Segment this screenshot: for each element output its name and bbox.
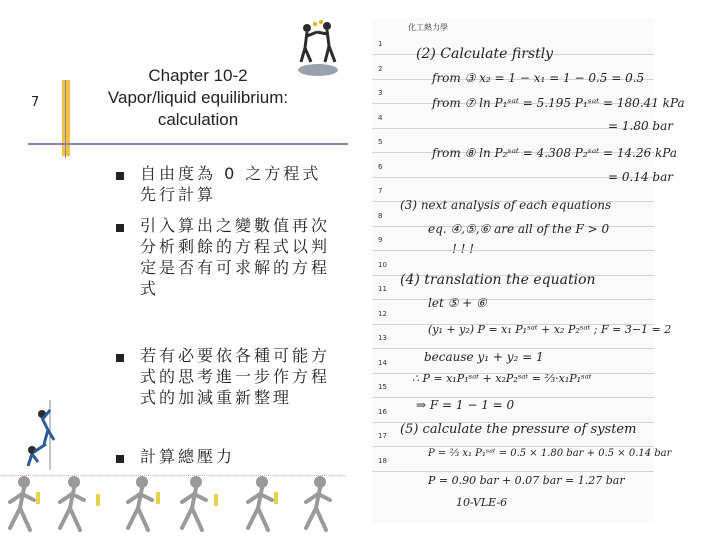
line-number: 18 xyxy=(378,456,387,465)
line-number: 11 xyxy=(378,285,387,293)
slide-title-line-3: calculation xyxy=(157,110,239,129)
notes-line: eq. ④,⑤,⑥ are all of the F > 0 xyxy=(428,222,610,236)
notes-line: (4) translation the equation xyxy=(400,272,596,288)
title-vertical-divider xyxy=(65,80,66,158)
line-number: 5 xyxy=(378,138,383,146)
notes-line: let ⑤ + ⑥ xyxy=(428,296,487,310)
slide-title xyxy=(88,65,308,131)
walking-figures-icon xyxy=(0,472,350,540)
notes-line: = 0.14 bar xyxy=(608,170,673,184)
notes-line: because y₁ + y₂ = 1 xyxy=(424,350,544,364)
line-number: 14 xyxy=(378,358,387,367)
notes-line: ! ! ! xyxy=(452,242,475,256)
notes-line: from ⑧ ln P₂ˢᵃᵗ = 4.308 P₂ˢᵃᵗ = 14.26 kPa xyxy=(432,146,677,160)
line-number: 8 xyxy=(378,211,383,220)
title-horizontal-divider xyxy=(28,143,348,145)
notes-line: from ③ x₂ = 1 − x₁ = 1 − 0.5 = 0.5 xyxy=(432,71,645,85)
line-number: 13 xyxy=(378,334,387,342)
ruled-line xyxy=(372,250,654,251)
notes-footer: 10-VLE-6 xyxy=(456,496,508,509)
bullet-text: 引入算出之變數值再次分析剩餘的方程式以判定是否有可求解的方程式 xyxy=(140,216,331,298)
ruled-line xyxy=(372,446,654,447)
line-number: 7 xyxy=(378,187,383,195)
notes-line: ⇒ F = 1 − 1 = 0 xyxy=(416,398,515,412)
bullet-marker xyxy=(116,172,124,180)
line-number: 1 xyxy=(378,40,383,48)
notes-line: (5) calculate the pressure of system xyxy=(400,422,637,437)
line-number: 3 xyxy=(378,89,383,97)
notes-line: P = 0.90 bar + 0.07 bar = 1.27 bar xyxy=(428,474,625,487)
notes-line: ∴ P = x₁P₁ˢᵃᵗ + x₂P₂ˢᵃᵗ = ⅔·x₁P₁ˢᵃᵗ xyxy=(412,372,592,385)
line-number: 17 xyxy=(378,432,387,440)
notes-line: (y₁ + y₂) P = x₁ P₁ˢᵃᵗ + x₂ P₂ˢᵃᵗ ; F = 3−1 = 2 xyxy=(428,323,672,336)
handwritten-notes-image xyxy=(372,18,685,523)
line-number: 9 xyxy=(378,236,383,244)
bullet-marker xyxy=(116,224,124,232)
ruled-line xyxy=(372,348,654,349)
notes-line: (2) Calculate firstly xyxy=(416,46,554,62)
bullet-text: 計算總壓力 xyxy=(140,447,236,466)
notes-header: 化工熱力學 xyxy=(408,23,448,32)
bullet-text: 自由度為 0 之方程式先行計算 xyxy=(140,164,322,204)
line-number: 2 xyxy=(378,64,383,73)
bullet-marker xyxy=(116,354,124,362)
notes-line: (3) next analysis of each equations xyxy=(400,198,612,212)
line-number: 15 xyxy=(378,383,387,391)
climber-figure-icon xyxy=(20,400,70,470)
notes-line: from ⑦ ln P₁ˢᵃᵗ = 5.195 P₁ˢᵃᵗ = 180.41 kPa xyxy=(432,96,685,110)
bullet-text: 若有必要依各種可能方式的思考進一步作方程式的加減重新整理 xyxy=(140,346,331,407)
line-number: 16 xyxy=(378,407,387,416)
notes-line: P = ⅔ x₁ P₁ˢᵃᵗ = 0.5 × 1.80 bar + 0.5 × 0.14 bar xyxy=(428,448,672,459)
notes-line: = 1.80 bar xyxy=(608,119,673,133)
line-number: 4 xyxy=(378,113,383,122)
slide-number: 7 xyxy=(31,95,40,110)
line-number: 12 xyxy=(378,309,387,318)
ruled-line xyxy=(372,471,654,472)
ruled-line xyxy=(372,299,654,300)
line-number: 6 xyxy=(378,162,383,171)
slide-title-line-2: Vapor/liquid equilibrium: xyxy=(107,88,289,107)
line-number: 10 xyxy=(378,260,387,269)
slide-title-line-1: Chapter 10-2 xyxy=(148,66,248,85)
bullet-marker xyxy=(116,455,124,463)
